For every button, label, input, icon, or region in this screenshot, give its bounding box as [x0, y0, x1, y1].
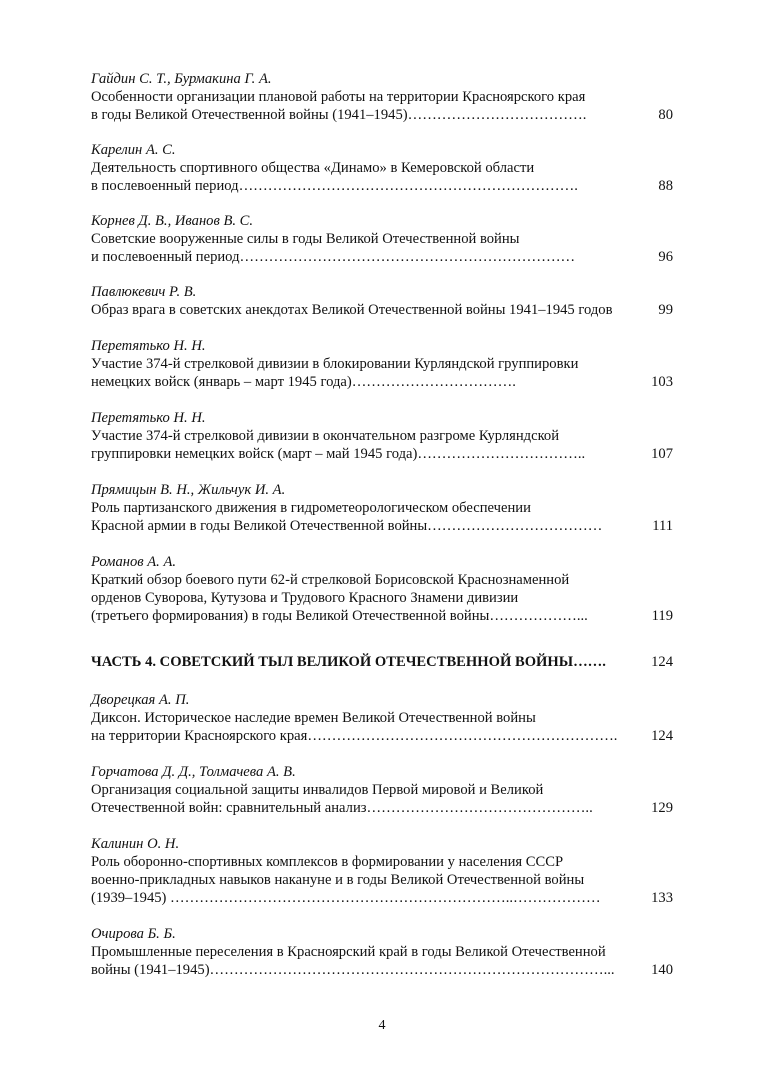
entry-page-number: 140: [651, 962, 673, 978]
toc-entry[interactable]: [91, 141, 681, 195]
entry-title-line: Роль оборонно-спортивных комплексов в формировании у населения СССР: [91, 854, 564, 870]
entry-title-line: Организация социальной защиты инвалидов Первой мировой и Великой: [91, 782, 544, 798]
entry-title-line: и послевоенный период……………………………………………………………: [91, 249, 576, 265]
toc-entry[interactable]: [91, 409, 681, 463]
entry-authors: Павлюкевич Р. В.: [91, 284, 197, 300]
toc-section-heading[interactable]: [91, 653, 681, 671]
toc-entry[interactable]: [91, 337, 681, 391]
entry-authors: Перетятько Н. Н.: [91, 338, 206, 354]
entry-page-number: 99: [658, 302, 673, 318]
entry-title-line: Красной армии в годы Великой Отечественной войны………………………………: [91, 518, 603, 534]
entry-authors: Карелин А. С.: [91, 142, 176, 158]
entry-authors: Дворецкая А. П.: [91, 692, 190, 708]
section-title: ЧАСТЬ 4. СОВЕТСКИЙ ТЫЛ ВЕЛИКОЙ ОТЕЧЕСТВЕННОЙ ВОЙНЫ…….: [91, 654, 606, 670]
toc-entry[interactable]: [91, 212, 681, 266]
toc-entry[interactable]: [91, 553, 681, 625]
entry-title-line: в годы Великой Отечественной войны (1941–1945)……………………………….: [91, 107, 587, 123]
entry-page-number: 96: [658, 249, 673, 265]
entry-title-line: в послевоенный период…………………………………………………………….: [91, 178, 578, 194]
section-page-number: 124: [651, 654, 673, 670]
entry-title-line: Советские вооруженные силы в годы Великой Отечественной войны: [91, 231, 520, 247]
toc-entry[interactable]: [91, 691, 681, 745]
entry-page-number: 103: [651, 374, 673, 390]
entry-title-line: Краткий обзор боевого пути 62-й стрелковой Борисовской Краснознаменной: [91, 572, 570, 588]
entry-title-line: немецких войск (январь – март 1945 года)…………………………….: [91, 374, 516, 390]
table-of-contents: [91, 70, 681, 979]
entry-page-number: 88: [658, 178, 673, 194]
entry-title-line: Участие 374-й стрелковой дивизии в блокировании Курляндской группировки: [91, 356, 579, 372]
entry-authors: Гайдин С. Т., Бурмакина Г. А.: [91, 71, 272, 87]
toc-entry[interactable]: [91, 481, 681, 535]
entry-title-line: на территории Красноярского края……………………………………………………….: [91, 728, 618, 744]
entry-authors: Прямицын В. Н., Жильчук И. А.: [91, 482, 286, 498]
entry-title-line: Участие 374-й стрелковой дивизии в окончательном разгроме Курляндской: [91, 428, 560, 444]
entry-title-line: Отечественной войн: сравнительный анализ………………………………………..: [91, 800, 593, 816]
entry-page-number: 129: [651, 800, 673, 816]
entry-title-line: Промышленные переселения в Красноярский край в годы Великой Отечественной: [91, 944, 606, 960]
entry-title-line: Деятельность спортивного общества «Динамо» в Кемеровской области: [91, 160, 535, 176]
entry-page-number: 111: [652, 518, 673, 534]
entry-title-line: (третьего формирования) в годы Великой Отечественной войны………………...: [91, 608, 588, 624]
entry-page-number: 80: [658, 107, 673, 123]
toc-entry[interactable]: [91, 835, 681, 907]
entry-page-number: 119: [651, 608, 673, 624]
entry-title-line: Образ врага в советских анекдотах Великой Отечественной войны 1941–1945 годов: [91, 302, 613, 318]
entry-authors: Корнев Д. В., Иванов В. С.: [91, 213, 254, 229]
entry-authors: Перетятько Н. Н.: [91, 410, 206, 426]
toc-entry[interactable]: [91, 283, 681, 319]
entry-title-line: Роль партизанского движения в гидрометеорологическом обеспечении: [91, 500, 531, 516]
entry-page-number: 107: [651, 446, 673, 462]
toc-entry[interactable]: [91, 925, 681, 979]
page-number: 4: [378, 1018, 386, 1033]
entry-page-number: 124: [651, 728, 673, 744]
entry-title-line: группировки немецких войск (март – май 1945 года)……………………………..: [91, 446, 586, 462]
entry-authors: Романов А. А.: [91, 554, 177, 570]
entry-title-line: Особенности организации плановой работы на территории Красноярского края: [91, 89, 586, 105]
entry-title-line: Диксон. Историческое наследие времен Великой Отечественной войны: [91, 710, 536, 726]
entry-page-number: 133: [651, 890, 673, 906]
entry-title-line: (1939–1945) ……………………………………………………………..………………: [91, 890, 601, 906]
toc-entry[interactable]: [91, 70, 681, 124]
entry-authors: Очирова Б. Б.: [91, 926, 176, 942]
entry-title-line: войны (1941–1945)………………………………………………………………………...: [91, 962, 615, 978]
entry-authors: Калинин О. Н.: [91, 836, 180, 852]
entry-title-line: военно-прикладных навыков накануне и в годы Великой Отечественной войны: [91, 872, 585, 888]
toc-entry[interactable]: [91, 763, 681, 817]
entry-authors: Горчатова Д. Д., Толмачева А. В.: [91, 764, 296, 780]
entry-title-line: орденов Суворова, Кутузова и Трудового Красного Знамени дивизии: [91, 590, 519, 606]
